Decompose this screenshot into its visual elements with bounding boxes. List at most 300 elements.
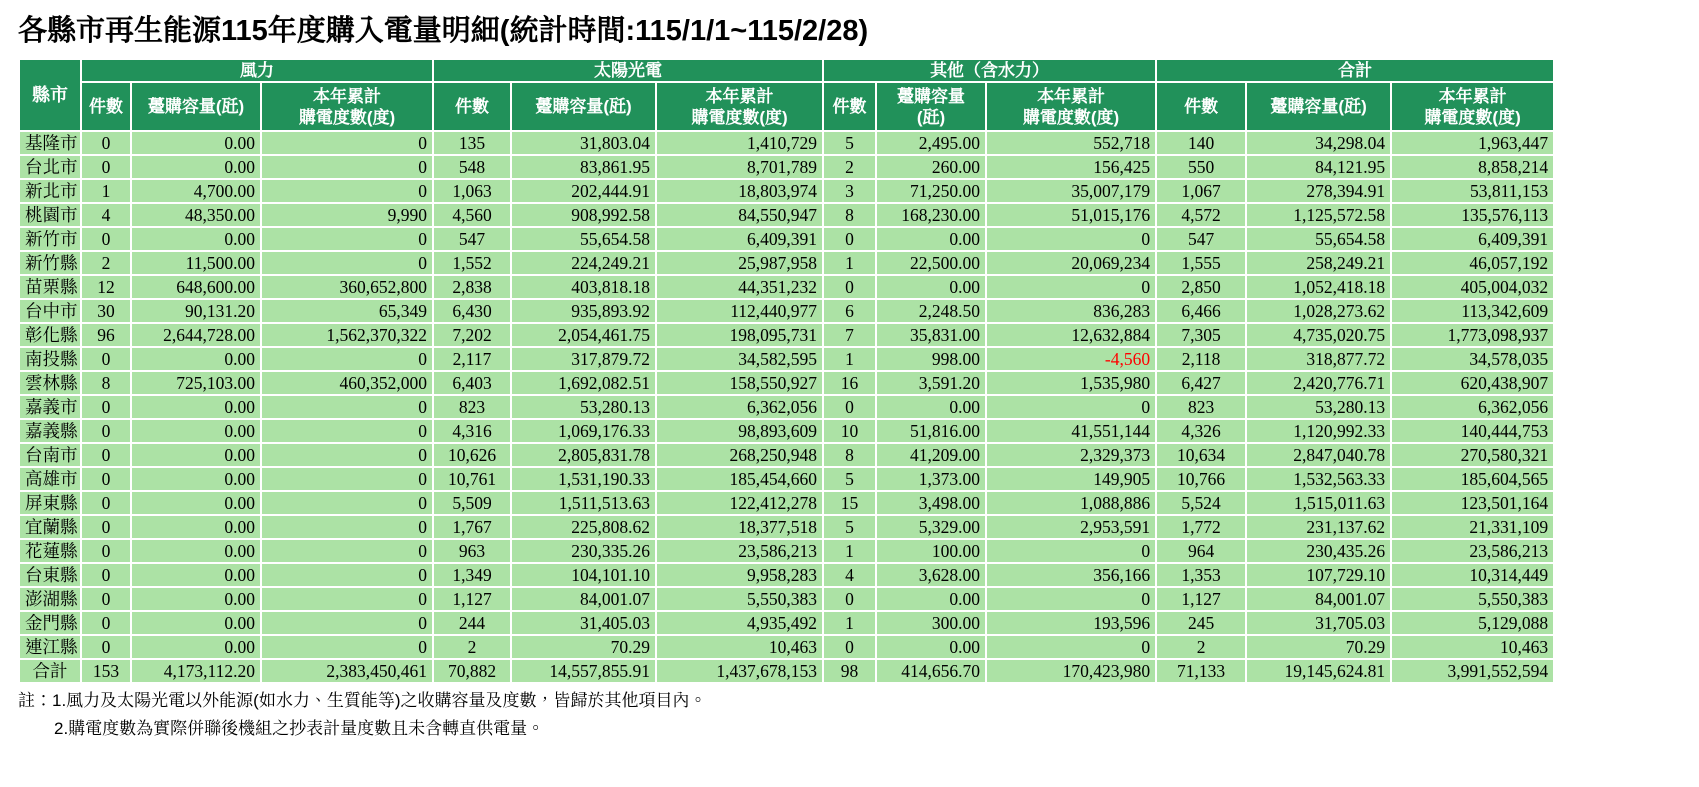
value-cell: 9,958,283 (656, 563, 823, 587)
county-cell: 屏東縣 (19, 491, 81, 515)
table-row (19, 275, 1554, 299)
value-cell: 5,550,383 (1391, 587, 1554, 611)
value-cell: 65,349 (261, 299, 433, 323)
table-row (19, 539, 1554, 563)
value-cell: 96 (81, 323, 131, 347)
value-cell: 0.00 (131, 419, 261, 443)
solar-capacity-header: 躉購容量(瓩) (511, 82, 656, 131)
value-cell: 3 (823, 179, 876, 203)
county-cell: 台北市 (19, 155, 81, 179)
value-cell: 3,591.20 (876, 371, 986, 395)
value-cell: 0.00 (131, 563, 261, 587)
value-cell: 83,861.95 (511, 155, 656, 179)
value-cell: 0 (261, 563, 433, 587)
value-cell: 0 (81, 539, 131, 563)
value-cell: 34,298.04 (1246, 131, 1391, 155)
value-cell: 0 (823, 275, 876, 299)
county-cell: 台中市 (19, 299, 81, 323)
value-cell: 0 (81, 563, 131, 587)
county-cell: 花蓮縣 (19, 539, 81, 563)
value-cell: 0.00 (876, 275, 986, 299)
value-cell: 0 (81, 443, 131, 467)
value-cell: 0 (261, 155, 433, 179)
value-cell: 7,305 (1156, 323, 1246, 347)
value-cell: 6,427 (1156, 371, 1246, 395)
value-cell: 0.00 (131, 227, 261, 251)
value-cell: 3,628.00 (876, 563, 986, 587)
value-cell: 6,362,056 (656, 395, 823, 419)
value-cell: 113,342,609 (1391, 299, 1554, 323)
value-cell: 360,652,800 (261, 275, 433, 299)
value-cell: 44,351,232 (656, 275, 823, 299)
value-cell: 0 (986, 227, 1156, 251)
value-cell: 0 (261, 251, 433, 275)
county-cell: 金門縣 (19, 611, 81, 635)
value-cell: 0 (81, 491, 131, 515)
value-cell: 1,772 (1156, 515, 1246, 539)
wind-energy-header (261, 82, 433, 131)
value-cell: 823 (1156, 395, 1246, 419)
value-cell: 10,766 (1156, 467, 1246, 491)
value-cell: 1,532,563.33 (1246, 467, 1391, 491)
value-cell: 0 (261, 515, 433, 539)
value-cell: 1,555 (1156, 251, 1246, 275)
table-row (19, 443, 1554, 467)
value-cell: 0 (823, 587, 876, 611)
county-cell: 南投縣 (19, 347, 81, 371)
value-cell: 0.00 (876, 227, 986, 251)
footnotes (18, 687, 1699, 742)
value-cell: 0 (81, 347, 131, 371)
value-cell: 258,249.21 (1246, 251, 1391, 275)
value-cell: 0.00 (131, 587, 261, 611)
value-cell: 620,438,907 (1391, 371, 1554, 395)
value-cell: 0 (81, 227, 131, 251)
value-cell: 648,600.00 (131, 275, 261, 299)
value-cell: 23,586,213 (1391, 539, 1554, 563)
value-cell: 1,562,370,322 (261, 323, 433, 347)
value-cell: 414,656.70 (876, 659, 986, 683)
value-cell: 8,701,789 (656, 155, 823, 179)
value-cell: 1 (823, 539, 876, 563)
value-cell: 123,501,164 (1391, 491, 1554, 515)
energy-header-line1: 本年累計 (1438, 86, 1507, 106)
value-cell: 198,095,731 (656, 323, 823, 347)
group-header-total: 合計 (1156, 59, 1554, 82)
value-cell: 4,572 (1156, 203, 1246, 227)
county-cell: 嘉義市 (19, 395, 81, 419)
value-cell: 4 (823, 563, 876, 587)
value-cell: 0 (261, 635, 433, 659)
value-cell: 1 (823, 347, 876, 371)
value-cell: 270,580,321 (1391, 443, 1554, 467)
value-cell: 35,007,179 (986, 179, 1156, 203)
value-cell: 300.00 (876, 611, 986, 635)
value-cell: 5,509 (433, 491, 511, 515)
value-cell: 0 (261, 179, 433, 203)
value-cell: 1,120,992.33 (1246, 419, 1391, 443)
value-cell: 55,654.58 (511, 227, 656, 251)
value-cell: 0 (261, 227, 433, 251)
value-cell: 2,838 (433, 275, 511, 299)
county-column-header: 縣市 (19, 59, 81, 131)
value-cell: 1,535,980 (986, 371, 1156, 395)
solar-count-header: 件數 (433, 82, 511, 131)
value-cell: 107,729.10 (1246, 563, 1391, 587)
value-cell: 268,250,948 (656, 443, 823, 467)
value-cell: 34,582,595 (656, 347, 823, 371)
value-cell: 84,001.07 (511, 587, 656, 611)
value-cell: 1,373.00 (876, 467, 986, 491)
value-cell: 7,202 (433, 323, 511, 347)
table-row (19, 203, 1554, 227)
page-title: 各縣市再生能源115年度購入電量明細(統計時間:115/1/1~115/2/28) (18, 15, 869, 47)
value-cell: 0 (261, 395, 433, 419)
county-cell: 高雄市 (19, 467, 81, 491)
table-row (19, 347, 1554, 371)
value-cell: 100.00 (876, 539, 986, 563)
value-cell: 140 (1156, 131, 1246, 155)
value-cell: 149,905 (986, 467, 1156, 491)
value-cell: 1,063 (433, 179, 511, 203)
total-label-cell: 合計 (19, 659, 81, 683)
value-cell: 317,879.72 (511, 347, 656, 371)
value-cell: 12 (81, 275, 131, 299)
table-row (19, 587, 1554, 611)
value-cell: 0 (81, 395, 131, 419)
value-cell: 7 (823, 323, 876, 347)
value-cell: 6,409,391 (1391, 227, 1554, 251)
value-cell: 3,498.00 (876, 491, 986, 515)
value-cell: 0.00 (876, 635, 986, 659)
table-row (19, 131, 1554, 155)
table-row (19, 491, 1554, 515)
value-cell: 41,209.00 (876, 443, 986, 467)
value-cell: 2 (823, 155, 876, 179)
total-energy-header (1391, 82, 1554, 131)
value-cell: 1,088,886 (986, 491, 1156, 515)
value-cell: 0.00 (131, 347, 261, 371)
county-cell: 新北市 (19, 179, 81, 203)
value-cell: 935,893.92 (511, 299, 656, 323)
value-cell: 41,551,144 (986, 419, 1156, 443)
value-cell: 30 (81, 299, 131, 323)
value-cell: 158,550,927 (656, 371, 823, 395)
value-cell: 170,423,980 (986, 659, 1156, 683)
value-cell: 140,444,753 (1391, 419, 1554, 443)
value-cell: 19,145,624.81 (1246, 659, 1391, 683)
value-cell: 6,409,391 (656, 227, 823, 251)
value-cell: 1,067 (1156, 179, 1246, 203)
value-cell: 185,604,565 (1391, 467, 1554, 491)
value-cell: 53,811,153 (1391, 179, 1554, 203)
county-cell: 台東縣 (19, 563, 81, 587)
value-cell: 2,383,450,461 (261, 659, 433, 683)
value-cell: 122,412,278 (656, 491, 823, 515)
value-cell: 836,283 (986, 299, 1156, 323)
value-cell: 0 (261, 347, 433, 371)
total-count-header: 件數 (1156, 82, 1246, 131)
value-cell: 230,335.26 (511, 539, 656, 563)
value-cell: 8 (823, 443, 876, 467)
value-cell: 10,761 (433, 467, 511, 491)
table-row (19, 611, 1554, 635)
value-cell: 964 (1156, 539, 1246, 563)
energy-purchase-table (18, 58, 1555, 684)
value-cell: 0.00 (131, 611, 261, 635)
value-cell: 6,403 (433, 371, 511, 395)
value-cell: 0 (261, 467, 433, 491)
value-cell: 4,316 (433, 419, 511, 443)
energy-header-line1: 本年累計 (1037, 86, 1106, 106)
value-cell: 0.00 (131, 515, 261, 539)
value-cell: 4,700.00 (131, 179, 261, 203)
value-cell: 2,117 (433, 347, 511, 371)
county-cell: 台南市 (19, 443, 81, 467)
energy-header-line2: 購電度數(度) (298, 107, 396, 127)
value-cell: 12,632,884 (986, 323, 1156, 347)
value-cell: 70,882 (433, 659, 511, 683)
value-cell: 46,057,192 (1391, 251, 1554, 275)
value-cell: 1,125,572.58 (1246, 203, 1391, 227)
value-cell: 84,121.95 (1246, 155, 1391, 179)
value-cell: 2,805,831.78 (511, 443, 656, 467)
value-cell: 84,001.07 (1246, 587, 1391, 611)
value-cell: 0.00 (131, 467, 261, 491)
energy-header-line1: 本年累計 (705, 86, 774, 106)
county-cell: 連江縣 (19, 635, 81, 659)
value-cell: 5 (823, 467, 876, 491)
value-cell: 185,454,660 (656, 467, 823, 491)
value-cell: 31,405.03 (511, 611, 656, 635)
value-cell: 193,596 (986, 611, 1156, 635)
value-cell: 53,280.13 (1246, 395, 1391, 419)
value-cell: 2 (433, 635, 511, 659)
value-cell: -4,560 (986, 347, 1156, 371)
value-cell: 0 (261, 443, 433, 467)
energy-header-line2: 購電度數(度) (691, 107, 788, 127)
table-row (19, 227, 1554, 251)
table-row (19, 299, 1554, 323)
value-cell: 25,987,958 (656, 251, 823, 275)
solar-energy-header (656, 82, 823, 131)
value-cell: 0 (81, 419, 131, 443)
value-cell: 547 (433, 227, 511, 251)
value-cell: 278,394.91 (1246, 179, 1391, 203)
capacity-header-line2: (瓩) (916, 107, 946, 127)
value-cell: 1,410,729 (656, 131, 823, 155)
value-cell: 1 (81, 179, 131, 203)
value-cell: 1,069,176.33 (511, 419, 656, 443)
value-cell: 10,626 (433, 443, 511, 467)
value-cell: 1,437,678,153 (656, 659, 823, 683)
value-cell: 14,557,855.91 (511, 659, 656, 683)
value-cell: 0.00 (131, 155, 261, 179)
value-cell: 225,808.62 (511, 515, 656, 539)
table-row (19, 563, 1554, 587)
table-row (19, 251, 1554, 275)
value-cell: 0 (986, 635, 1156, 659)
value-cell: 318,877.72 (1246, 347, 1391, 371)
value-cell: 8,858,214 (1391, 155, 1554, 179)
value-cell: 0 (81, 467, 131, 491)
value-cell: 23,586,213 (656, 539, 823, 563)
value-cell: 153 (81, 659, 131, 683)
value-cell: 31,705.03 (1246, 611, 1391, 635)
value-cell: 10 (823, 419, 876, 443)
value-cell: 2 (1156, 635, 1246, 659)
value-cell: 1,767 (433, 515, 511, 539)
value-cell: 2,495.00 (876, 131, 986, 155)
other-energy-header (986, 82, 1156, 131)
value-cell: 0 (261, 419, 433, 443)
value-cell: 405,004,032 (1391, 275, 1554, 299)
value-cell: 1,028,273.62 (1246, 299, 1391, 323)
county-cell: 苗栗縣 (19, 275, 81, 299)
value-cell: 2,329,373 (986, 443, 1156, 467)
table-row (19, 467, 1554, 491)
county-cell: 彰化縣 (19, 323, 81, 347)
value-cell: 10,314,449 (1391, 563, 1554, 587)
value-cell: 460,352,000 (261, 371, 433, 395)
value-cell: 1,515,011.63 (1246, 491, 1391, 515)
value-cell: 10,634 (1156, 443, 1246, 467)
value-cell: 0.00 (876, 587, 986, 611)
value-cell: 2,847,040.78 (1246, 443, 1391, 467)
county-cell: 宜蘭縣 (19, 515, 81, 539)
value-cell: 356,166 (986, 563, 1156, 587)
value-cell: 547 (1156, 227, 1246, 251)
value-cell: 0.00 (876, 395, 986, 419)
value-cell: 2 (81, 251, 131, 275)
value-cell: 2,118 (1156, 347, 1246, 371)
other-capacity-header (876, 82, 986, 131)
value-cell: 0.00 (131, 635, 261, 659)
value-cell: 53,280.13 (511, 395, 656, 419)
value-cell: 4,326 (1156, 419, 1246, 443)
value-cell: 0 (81, 155, 131, 179)
group-header-other: 其他（含水力） (823, 59, 1156, 82)
group-header-wind: 風力 (81, 59, 433, 82)
value-cell: 11,500.00 (131, 251, 261, 275)
energy-header-line2: 購電度數(度) (1424, 107, 1521, 127)
value-cell: 2,644,728.00 (131, 323, 261, 347)
value-cell: 0 (261, 587, 433, 611)
value-cell: 908,992.58 (511, 203, 656, 227)
value-cell: 15 (823, 491, 876, 515)
value-cell: 4,560 (433, 203, 511, 227)
value-cell: 1,692,082.51 (511, 371, 656, 395)
value-cell: 548 (433, 155, 511, 179)
value-cell: 0 (81, 611, 131, 635)
other-count-header: 件數 (823, 82, 876, 131)
value-cell: 244 (433, 611, 511, 635)
value-cell: 31,803.04 (511, 131, 656, 155)
table-row (19, 179, 1554, 203)
table-row (19, 635, 1554, 659)
value-cell: 1,963,447 (1391, 131, 1554, 155)
value-cell: 0 (986, 395, 1156, 419)
value-cell: 71,133 (1156, 659, 1246, 683)
value-cell: 1,127 (1156, 587, 1246, 611)
value-cell: 725,103.00 (131, 371, 261, 395)
value-cell: 48,350.00 (131, 203, 261, 227)
value-cell: 0 (261, 539, 433, 563)
value-cell: 1,353 (1156, 563, 1246, 587)
value-cell: 4 (81, 203, 131, 227)
value-cell: 5,329.00 (876, 515, 986, 539)
value-cell: 224,249.21 (511, 251, 656, 275)
value-cell: 0 (81, 515, 131, 539)
value-cell: 1,349 (433, 563, 511, 587)
value-cell: 550 (1156, 155, 1246, 179)
table-row (19, 155, 1554, 179)
value-cell: 16 (823, 371, 876, 395)
county-cell: 嘉義縣 (19, 419, 81, 443)
value-cell: 0 (261, 131, 433, 155)
value-cell: 2,420,776.71 (1246, 371, 1391, 395)
footnote-2: 2.購電度數為實際併聯後機組之抄表計量度數且未含轉直供電量。 (54, 718, 545, 738)
value-cell: 135,576,113 (1391, 203, 1554, 227)
value-cell: 1,511,513.63 (511, 491, 656, 515)
value-cell: 21,331,109 (1391, 515, 1554, 539)
value-cell: 5 (823, 515, 876, 539)
county-cell: 基隆市 (19, 131, 81, 155)
value-cell: 5,524 (1156, 491, 1246, 515)
wind-capacity-header: 躉購容量(瓩) (131, 82, 261, 131)
value-cell: 8 (823, 203, 876, 227)
value-cell: 2,054,461.75 (511, 323, 656, 347)
capacity-header-line1: 躉購容量 (897, 86, 966, 106)
value-cell: 0 (986, 539, 1156, 563)
value-cell: 98 (823, 659, 876, 683)
value-cell: 2,248.50 (876, 299, 986, 323)
value-cell: 156,425 (986, 155, 1156, 179)
group-header-solar: 太陽光電 (433, 59, 823, 82)
value-cell: 20,069,234 (986, 251, 1156, 275)
wind-count-header: 件數 (81, 82, 131, 131)
value-cell: 104,101.10 (511, 563, 656, 587)
value-cell: 963 (433, 539, 511, 563)
value-cell: 245 (1156, 611, 1246, 635)
value-cell: 230,435.26 (1246, 539, 1391, 563)
county-cell: 新竹縣 (19, 251, 81, 275)
value-cell: 10,463 (656, 635, 823, 659)
value-cell: 1 (823, 251, 876, 275)
value-cell: 5 (823, 131, 876, 155)
value-cell: 0 (823, 227, 876, 251)
value-cell: 18,803,974 (656, 179, 823, 203)
value-cell: 5,129,088 (1391, 611, 1554, 635)
value-cell: 0 (986, 587, 1156, 611)
value-cell: 2,953,591 (986, 515, 1156, 539)
value-cell: 1,552 (433, 251, 511, 275)
value-cell: 6 (823, 299, 876, 323)
total-capacity-header: 躉購容量(瓩) (1246, 82, 1391, 131)
county-cell: 桃園市 (19, 203, 81, 227)
table-row (19, 323, 1554, 347)
value-cell: 998.00 (876, 347, 986, 371)
table-row (19, 371, 1554, 395)
total-row (19, 659, 1554, 683)
value-cell: 98,893,609 (656, 419, 823, 443)
value-cell: 3,991,552,594 (1391, 659, 1554, 683)
value-cell: 0.00 (131, 131, 261, 155)
energy-header-line2: 購電度數(度) (1022, 107, 1120, 127)
value-cell: 0 (823, 395, 876, 419)
value-cell: 22,500.00 (876, 251, 986, 275)
value-cell: 1,531,190.33 (511, 467, 656, 491)
